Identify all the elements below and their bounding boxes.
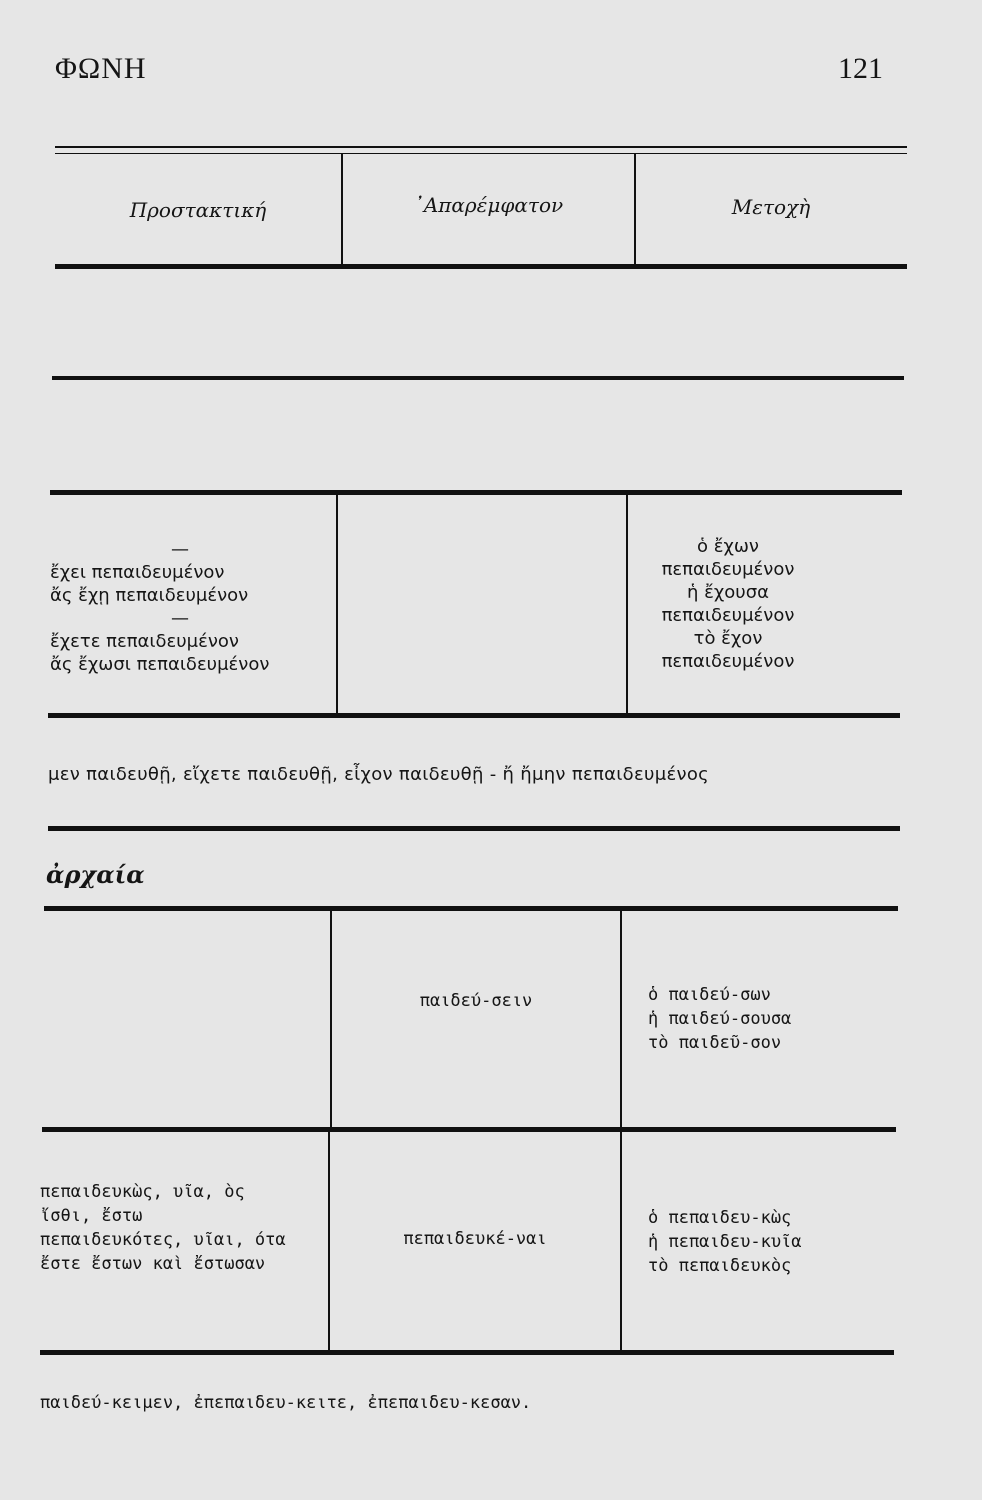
page-number: 121 [838,52,883,85]
participle-line: ὁ παιδεύ-σων [648,985,771,1005]
pluperfect-line: μεν παιδευθῇ, εἴχετε παιδευθῇ, εἶχον παιδευθῇ - ἤ ἤμην πεπαιδευμένος [48,764,710,785]
rule-8 [40,1350,894,1355]
col-header-imperative: Προστακτική [129,198,267,222]
participle-line: πεπαιδευμένον [661,651,795,672]
running-title: ΦΩΝΗ [55,52,147,85]
rule-2 [52,376,904,380]
dash-line: — [171,539,189,560]
rule-1 [55,264,907,269]
participle-line: ἡ πεπαιδευ-κυῖα [648,1232,802,1252]
participle-line: πεπαιδευμένον [661,605,795,626]
col-header-participle: Μετοχὴ [731,195,811,219]
dash-line: — [171,608,189,629]
imperative-line: πεπαιδευκὼς, υῖα, ὸς [40,1182,245,1202]
perfect-divider-1 [336,495,338,713]
imperative-line: ἴσθι, ἔστω [40,1206,143,1226]
ancient-perfect-divider-2 [620,1132,622,1350]
imperative-line: ἔχει πεπαιδευμένον [50,562,225,583]
section-title: ἀρχαία [46,860,145,889]
perfect-participle-cell [628,535,828,673]
imperative-line: ἄς ἔχωσι πεπαιδευμένον [50,654,270,675]
col-header-infinitive: ᾿Απαρέμφατον [413,193,564,217]
rule-3 [50,490,902,495]
ancient-perfect-participle-cell [648,1206,888,1278]
participle-line: τὸ ἔχον [693,628,763,649]
participle-line: ἡ ἔχουσα [687,582,769,603]
imperative-line: ἔχετε πεπαιδευμένον [50,631,239,652]
participle-line: ὁ πεπαιδευ-κὼς [648,1208,792,1228]
imperative-line: πεπαιδευκότες, υῖαι, ότα [40,1230,286,1250]
top-rule [55,146,907,148]
ancient-present-infinitive: παιδεύ-σειν [419,991,533,1011]
ancient-divider-2 [620,911,622,1127]
ancient-perfect-imperative-cell [40,1180,325,1276]
participle-line: πεπαιδευμένον [661,559,795,580]
top-rule-second [55,153,907,154]
participle-line: τὸ παιδεῦ-σον [648,1033,782,1053]
rule-4 [48,713,900,718]
participle-line: τὸ πεπαιδευκὸς [648,1256,792,1276]
imperative-line: ἄς ἔχῃ πεπαιδευμένον [50,585,249,606]
participle-line: ὁ ἔχων [697,536,759,557]
rule-6 [44,906,898,911]
rule-7 [42,1127,896,1132]
rule-5 [48,826,900,831]
ancient-present-participle-cell [648,983,888,1055]
pluperfect-footer-line: παιδεύ-κειμεν, ἐπεπαιδευ-κειτε, ἐπεπαιδευ-κεσαν. [40,1393,532,1413]
perfect-imperative-cell [50,538,330,676]
ancient-divider-1 [330,911,332,1127]
ancient-perfect-infinitive: πεπαιδευκέ-ναι [403,1229,547,1249]
participle-line: ἡ παιδεύ-σουσα [648,1009,792,1029]
imperative-line: ἔστε ἔστων καὶ ἔστωσαν [40,1254,266,1274]
